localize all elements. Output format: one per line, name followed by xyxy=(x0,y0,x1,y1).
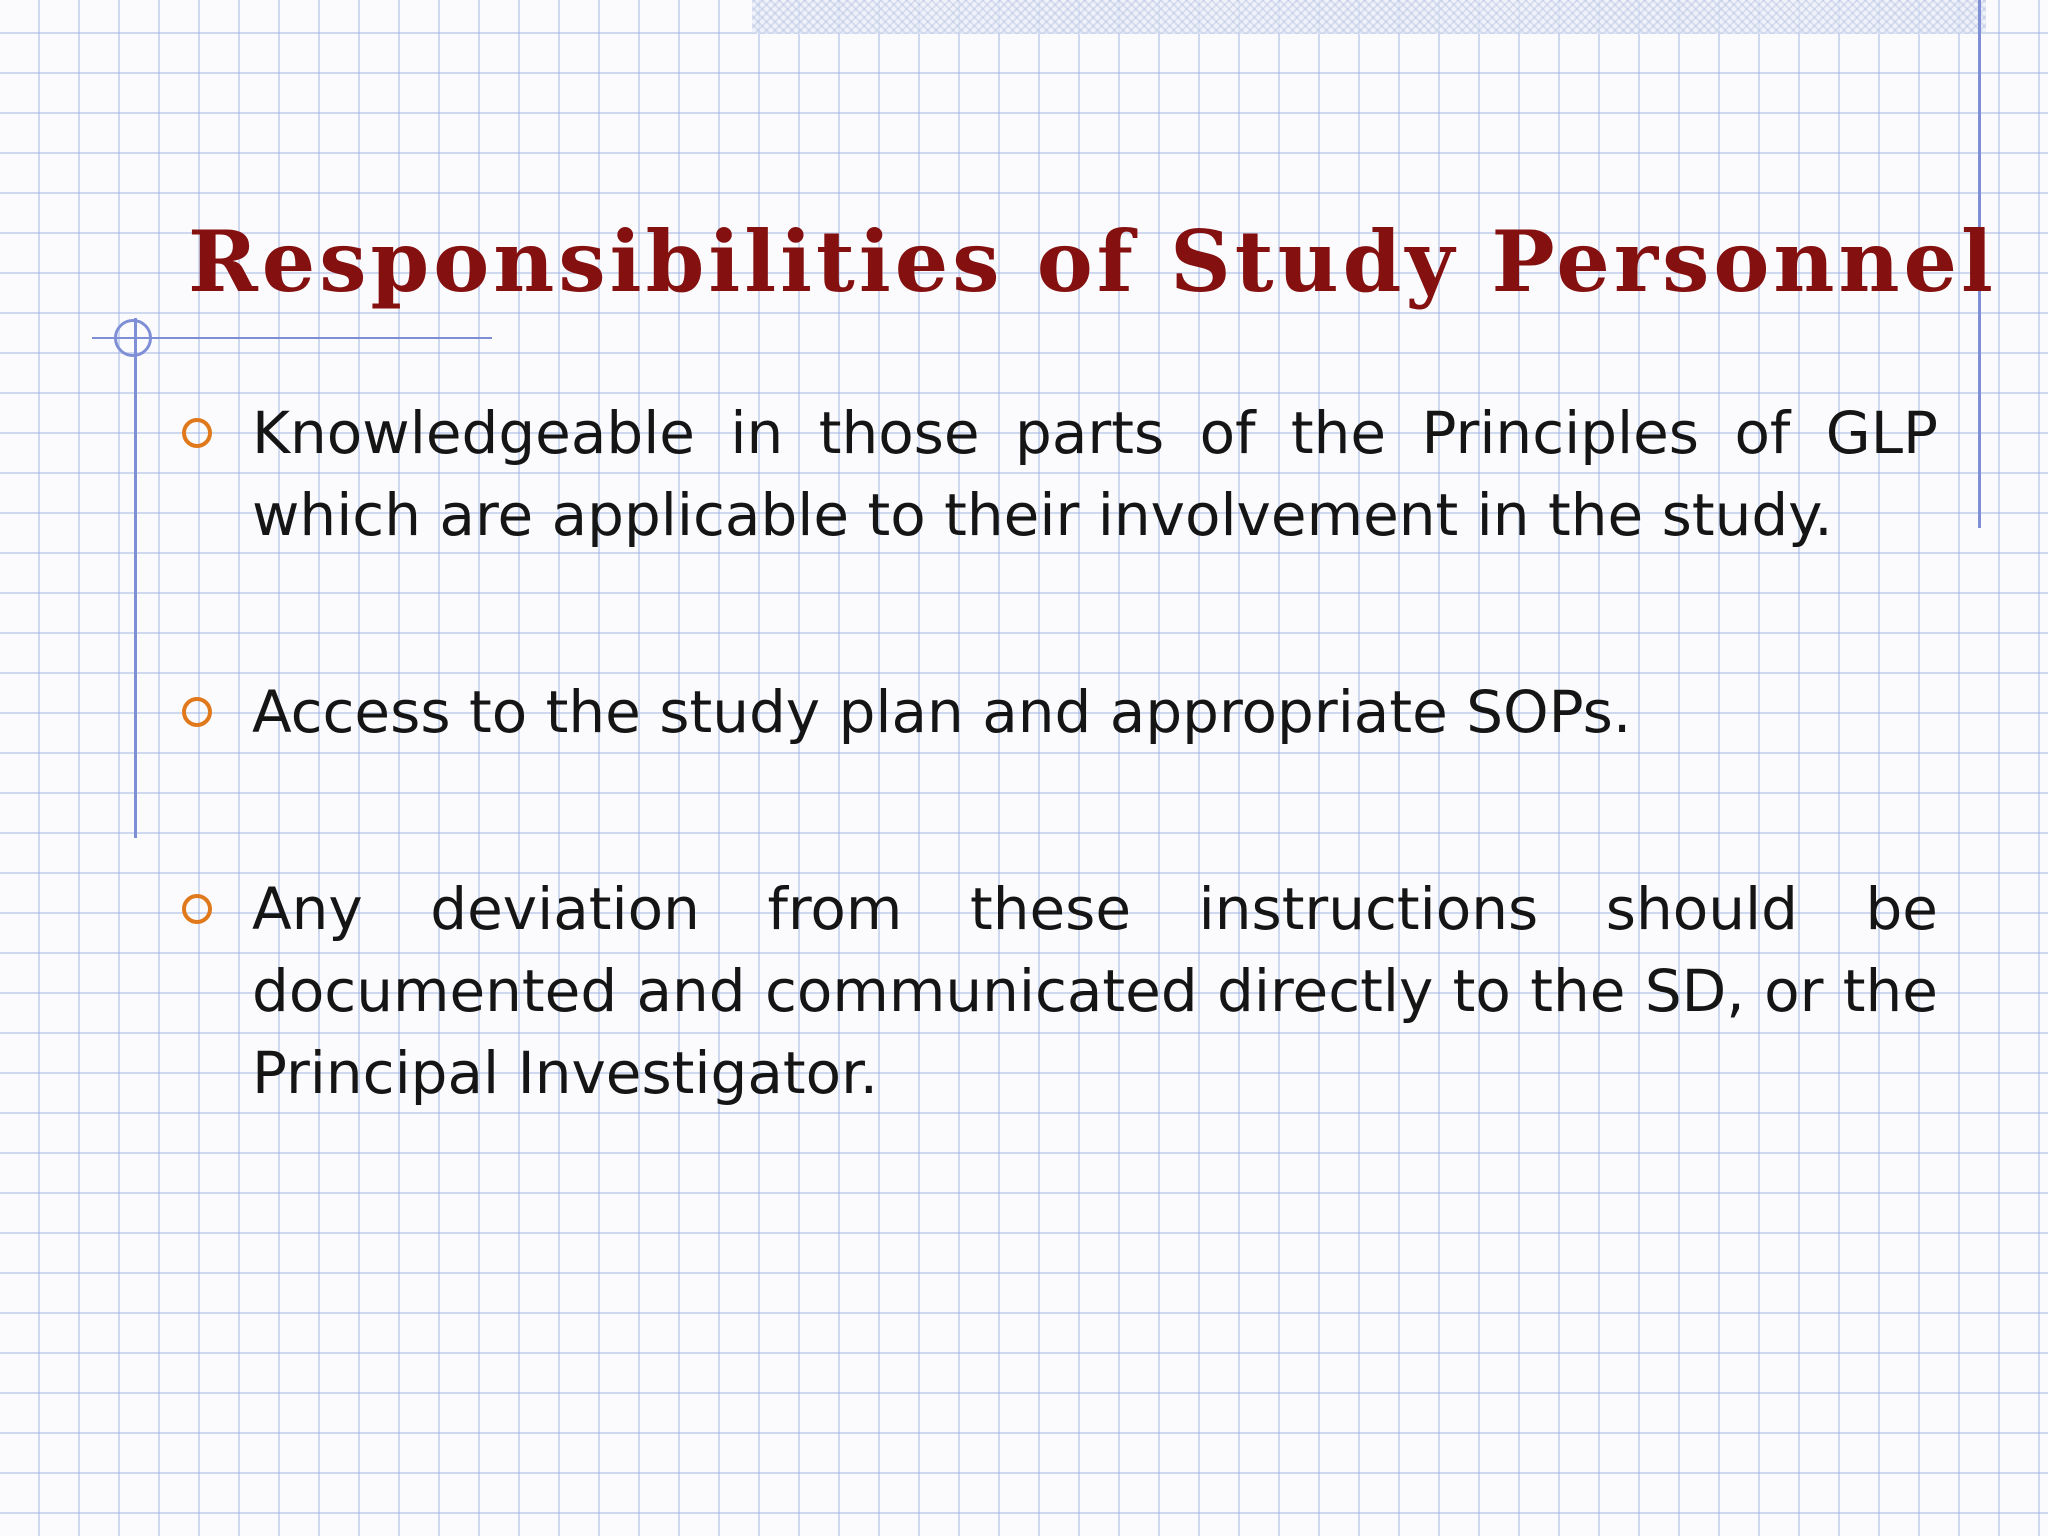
bullet-list xyxy=(178,392,1938,1114)
decorative-top-band xyxy=(752,0,1986,34)
bullet-text: Any deviation from these instructions should be documented and communicated directly to the SD, or the Principal Investigator. xyxy=(252,875,1938,1107)
hollow-circle-icon xyxy=(182,894,212,924)
slide-title: Responsibilities of Study Personnel xyxy=(188,212,1997,311)
hollow-circle-icon xyxy=(182,418,212,448)
bullet-item xyxy=(178,868,1938,1114)
title-underline-rule xyxy=(92,337,492,339)
circle-crosshair-icon xyxy=(114,319,152,357)
bullet-item xyxy=(178,671,1938,753)
bullet-item xyxy=(178,392,1938,556)
bullet-text: Knowledgeable in those parts of the Principles of GLP which are applicable to their involvement in the study. xyxy=(252,399,1938,549)
hollow-circle-icon xyxy=(182,697,212,727)
bullet-text: Access to the study plan and appropriate SOPs. xyxy=(252,678,1632,746)
left-vertical-rule xyxy=(134,318,137,838)
